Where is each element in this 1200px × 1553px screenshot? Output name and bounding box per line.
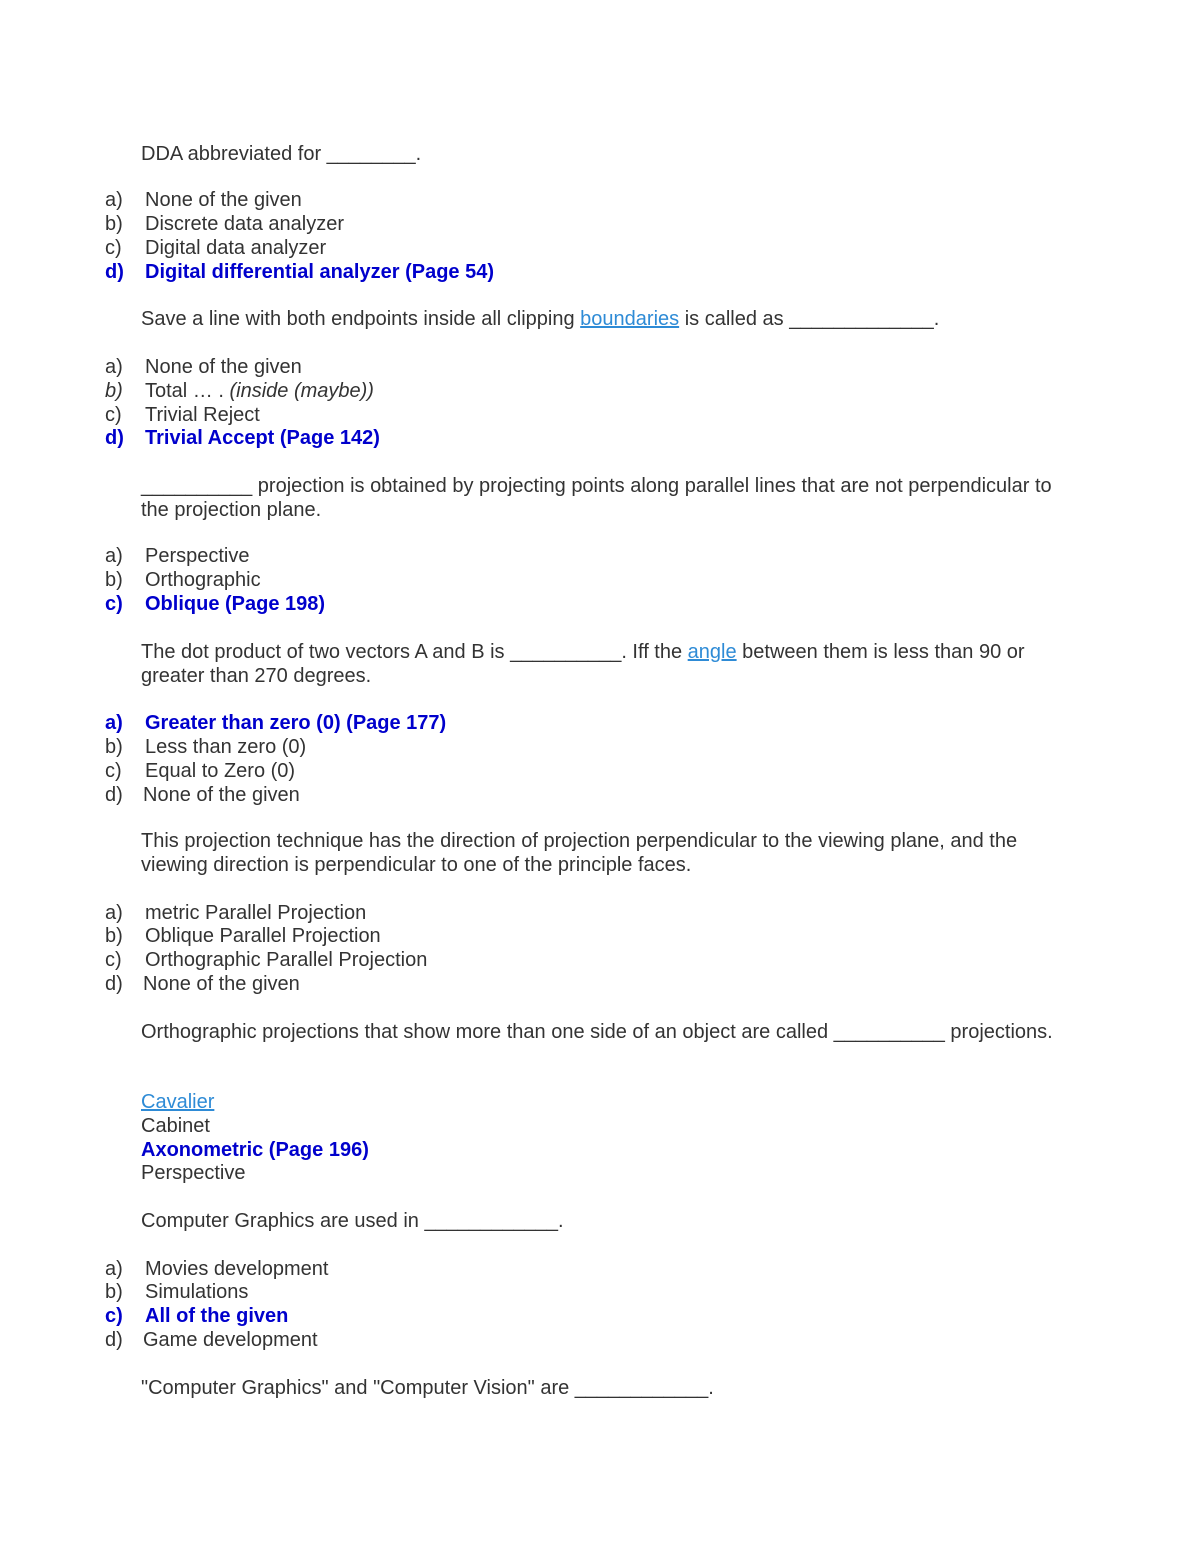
option-text: Movies development xyxy=(145,1258,329,1280)
option xyxy=(105,544,250,568)
option xyxy=(105,212,344,236)
option-text: Digital differential analyzer (Page 54) xyxy=(145,261,494,283)
option-text: Digital data analyzer xyxy=(145,237,327,259)
option-text: Simulations xyxy=(145,1281,249,1303)
option-text: All of the given xyxy=(145,1305,289,1327)
question-2-text-before: Save a line with both endpoints inside all clipping xyxy=(141,308,581,330)
question-4-text-before: The dot product of two vectors A and B is __________. Iff the xyxy=(141,641,688,663)
option-text: None of the given xyxy=(143,973,300,995)
correct-option: Axonometric (Page 196) xyxy=(141,1139,369,1161)
option-letter: d) xyxy=(105,1329,123,1351)
option-text: Game development xyxy=(143,1329,318,1351)
option-letter: a) xyxy=(105,356,123,378)
boundaries-link[interactable]: boundaries xyxy=(580,308,680,330)
option-letter: c) xyxy=(105,949,122,971)
option xyxy=(105,759,295,783)
option xyxy=(105,568,261,592)
option xyxy=(105,948,427,972)
option xyxy=(105,355,302,379)
option xyxy=(105,735,306,759)
option-text: Oblique Parallel Projection xyxy=(145,925,381,947)
option-letter: c) xyxy=(105,760,122,782)
option-text: Greater than zero (0) (Page 177) xyxy=(145,712,447,734)
option-letter: b) xyxy=(105,213,123,235)
option-letter: a) xyxy=(105,189,123,211)
option-letter: a) xyxy=(105,545,123,567)
option-text: Orthographic xyxy=(145,569,261,591)
option-letter: a) xyxy=(105,902,123,924)
question-text: __________ projection is obtained by projecting points along parallel lines that are not perpendicular to the projection plane. xyxy=(141,475,1052,521)
option-letter: b) xyxy=(105,569,123,591)
option-letter: d) xyxy=(105,784,123,806)
question-1-text: DDA abbreviated for ________. xyxy=(141,143,422,165)
question-text: This projection technique has the direction of projection perpendicular to the viewing plane, and the viewing direction is perpendicular to one of the principle faces. xyxy=(141,830,1018,876)
option-text: Equal to Zero (0) xyxy=(145,760,296,782)
option-text: metric Parallel Projection xyxy=(145,902,367,924)
option xyxy=(105,783,300,807)
correct-option xyxy=(105,426,380,450)
question-text xyxy=(141,307,1071,331)
option xyxy=(105,188,302,212)
option xyxy=(105,379,374,403)
question-2-text-after: is called as _____________. xyxy=(679,308,940,330)
option-text: Discrete data analyzer xyxy=(145,213,344,235)
option xyxy=(105,972,300,996)
option-text: Less than zero (0) xyxy=(145,736,307,758)
option-letter: d) xyxy=(105,261,124,283)
option-text: Trivial Reject xyxy=(145,404,260,426)
option-note: (inside (maybe)) xyxy=(229,380,374,402)
question-text: Orthographic projections that show more than one side of an object are called __________ projections. xyxy=(141,1021,1053,1043)
option: Cabinet xyxy=(141,1115,210,1137)
question-text xyxy=(141,142,1071,166)
option-text: Orthographic Parallel Projection xyxy=(145,949,428,971)
option-letter: d) xyxy=(105,973,123,995)
cavalier-link[interactable]: Cavalier xyxy=(141,1091,215,1113)
option-text: None of the given xyxy=(143,784,300,806)
option xyxy=(105,236,326,260)
option-text: Total … . xyxy=(145,380,230,402)
option-letter: c) xyxy=(105,404,122,426)
option-letter: a) xyxy=(105,1258,123,1280)
correct-option xyxy=(105,592,325,616)
option-letter: c) xyxy=(105,593,123,615)
option-text: Oblique (Page 198) xyxy=(145,593,326,615)
option xyxy=(105,403,260,427)
option: Perspective xyxy=(141,1162,246,1184)
angle-link[interactable]: angle xyxy=(687,641,737,663)
option-text: Trivial Accept (Page 142) xyxy=(145,427,380,449)
option-letter: b) xyxy=(105,1281,123,1303)
option-letter: c) xyxy=(105,237,122,259)
option-letter: b) xyxy=(105,380,123,402)
question-4-text-after: between them is less than 90 or greater than 270 degrees. xyxy=(141,641,1025,687)
correct-option xyxy=(105,1304,288,1328)
option-letter: c) xyxy=(105,1305,123,1327)
option xyxy=(141,1090,214,1114)
question-text: "Computer Graphics" and "Computer Vision" are ____________. xyxy=(141,1377,714,1399)
option-letter: d) xyxy=(105,427,124,449)
option xyxy=(105,924,381,948)
question-text xyxy=(141,640,1071,688)
option-text: None of the given xyxy=(145,189,302,211)
option xyxy=(105,1328,318,1352)
correct-option xyxy=(105,260,494,284)
option-text: None of the given xyxy=(145,356,302,378)
option xyxy=(105,901,366,925)
option-letter: a) xyxy=(105,712,123,734)
correct-option xyxy=(105,711,446,735)
option-text: Perspective xyxy=(145,545,250,567)
option xyxy=(105,1280,248,1304)
option xyxy=(105,1257,328,1281)
option-letter: b) xyxy=(105,925,123,947)
option-letter: b) xyxy=(105,736,123,758)
question-text: Computer Graphics are used in ____________. xyxy=(141,1210,564,1232)
